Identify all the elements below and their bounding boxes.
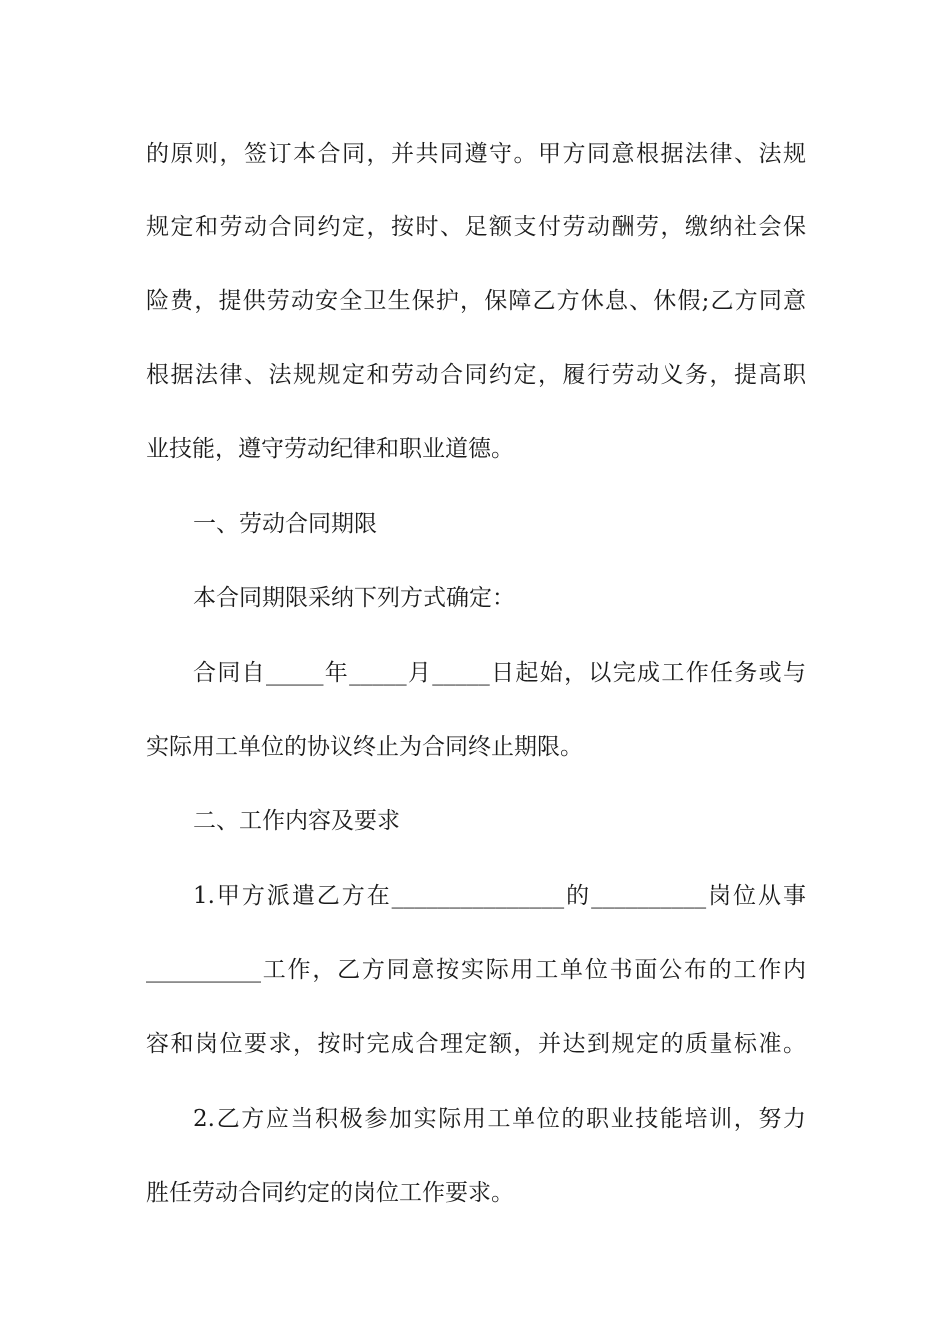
paragraph-line: 的原则，签订本合同，并共同遵守。甲方同意根据法律、法规	[146, 141, 806, 167]
paragraph-line: 1.甲方派遣乙方在_______________的__________岗位从事	[193, 883, 806, 909]
paragraph-line: __________工作，乙方同意按实际用工单位书面公布的工作内	[146, 957, 806, 983]
section-heading: 二、工作内容及要求	[193, 808, 400, 834]
paragraph-line: 合同自_____年_____月_____日起始，以完成工作任务或与	[193, 660, 806, 686]
paragraph-line: 容和岗位要求，按时完成合理定额，并达到规定的质量标准。	[146, 1031, 806, 1057]
paragraph-line: 险费，提供劳动安全卫生保护，保障乙方休息、休假;乙方同意	[146, 288, 806, 314]
section-heading: 一、劳动合同期限	[193, 511, 377, 537]
paragraph-line: 胜任劳动合同约定的岗位工作要求。	[146, 1180, 514, 1206]
paragraph-line: 本合同期限采纳下列方式确定：	[193, 585, 515, 611]
paragraph-line: 根据法律、法规规定和劳动合同约定，履行劳动义务，提高职	[146, 362, 806, 388]
paragraph-line: 规定和劳动合同约定，按时、足额支付劳动酬劳，缴纳社会保	[146, 214, 806, 240]
paragraph-line: 实际用工单位的协议终止为合同终止期限。	[146, 734, 583, 760]
paragraph-line: 2.乙方应当积极参加实际用工单位的职业技能培训，努力	[193, 1106, 806, 1132]
paragraph-line: 业技能，遵守劳动纪律和职业道德。	[146, 436, 514, 462]
